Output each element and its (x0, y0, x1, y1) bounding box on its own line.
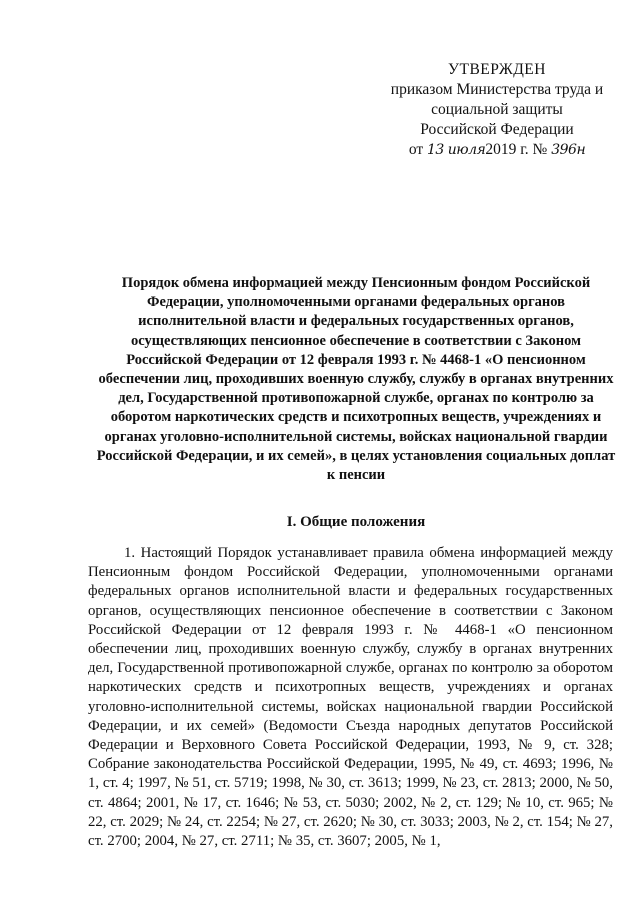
approval-line-2: социальной защиты (431, 101, 563, 118)
section-heading: I. Общие положения (286, 514, 426, 530)
document-body (88, 544, 613, 851)
paragraph-1: 1. Настоящий Порядок устанавливает правила обмена информацией между Пенсионным фондом Российской Федерации, уполномоченными органами федеральных органов исполнительной власти и федеральных государственных органов, осуществляющих пенсионное обеспечение в соответствии с Законом Российской Федерации от 12 февраля 1993 г. № 4468-1 «О пенсионном обеспечении лиц, проходивших военную службу, службу в органах внутренних дел, Государственной противопожарной службе, органах по контролю за оборотом наркотических средств и психотропных веществ, учреждениях и органах уголовно-исполнительной системы, войсках национальной гвардии Российской Федерации, и их семей» (Ведомости Съезда народных депутатов Российской Федерации и Верховного Совета Российской Федерации, 1993, № 9, ст. 328; Собрание законодательства Российской Федерации, 1995, № 49, ст. 4693; 1996, № 1, ст. 4; 1997, № 51, ст. 5719; 1998, № 30, ст. 3613; 1999, № 23, ст. 2813; 2000, № 50, ст. 4864; 2001, № 17, ст. 1646; № 53, ст. 5030; 2002, № 2, ст. 129; № 10, ст. 965; № 22, ст. 2029; № 24, ст. 2254; № 27, ст. 2620; № 30, ст. 3033; 2003, № 2, ст. 154; № 27, ст. 2700; 2004, № 27, ст. 2711; № 35, ст. 3607; 2005, № 1, (88, 545, 613, 850)
approval-title: УТВЕРЖДЕН (448, 61, 546, 78)
order-year: 2019 г. № (485, 141, 548, 158)
document-title: Порядок обмена информацией между Пенсионным фондом Российской Федерации, уполномоченными органами федеральных органов исполнительной власти и федеральных государственных органов, осуществляющих пенсионное обеспечение в соответствии с Законом Российской Федерации от 12 февраля 1993 г. № 4468-1 «О пенсионном обеспечении лиц, проходивших военную службу, службу в органах внутренних дел, Государственной противопожарной службе, органах по контролю за оборотом наркотических средств и психотропных веществ, учреждениях и органах уголовно-исполнительной системы, войсках национальной гвардии Российской Федерации, и их семей», в целях установления социальных доплат к пенсии (96, 275, 616, 484)
approval-line-1: приказом Министерства труда и (390, 81, 604, 98)
handwritten-number: 396н (551, 142, 586, 158)
approval-stamp-block (372, 60, 622, 160)
order-number-line (372, 140, 622, 160)
order-prefix: от (408, 141, 424, 158)
approval-line-3: Российской Федерации (420, 121, 574, 138)
handwritten-date: 13 июля (427, 142, 486, 158)
